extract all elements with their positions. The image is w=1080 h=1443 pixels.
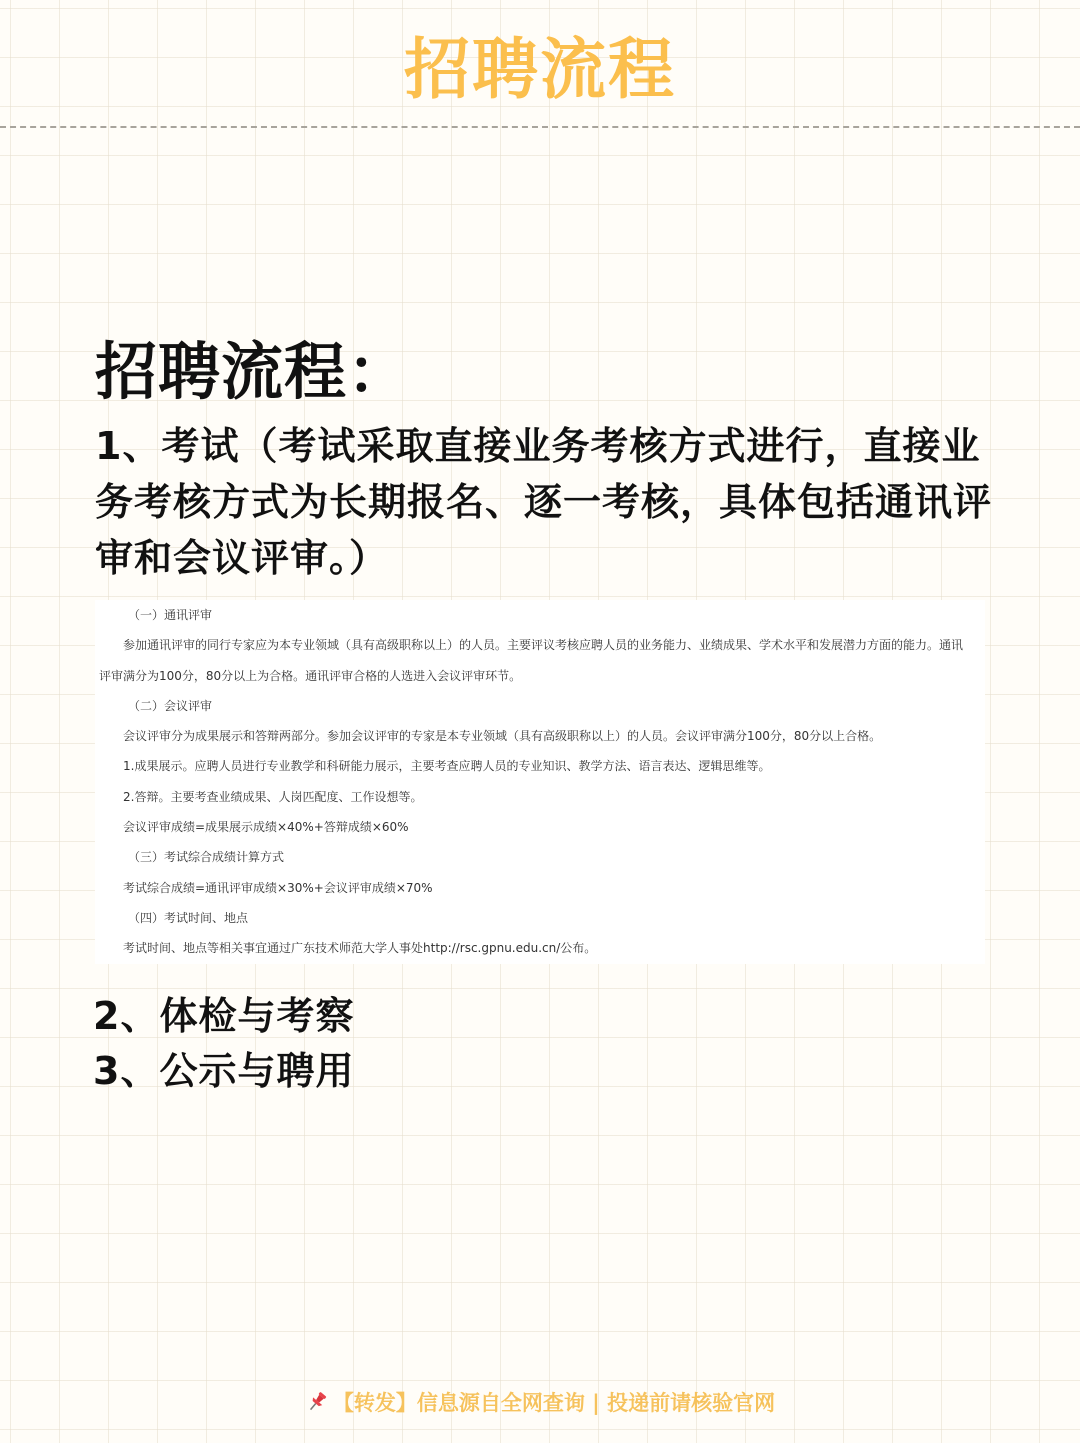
- detail-text: 2.答辩。主要考查业绩成果、人岗匹配度、工作设想等。: [123, 789, 423, 804]
- step-2-physical-exam: 2、体检与考察: [93, 994, 355, 1038]
- exam-details-block: [95, 600, 985, 964]
- pushpin-icon: [305, 1390, 329, 1414]
- detail-formula: 会议评审成绩=成果展示成绩×40%+答辩成绩×60%: [123, 820, 409, 835]
- detail-subtitle-4: （四）考试时间、地点: [128, 910, 249, 925]
- step-1-exam: 1、考试（考试采取直接业务考核方式进行，直接业务考核方式为长期报名、逐一考核，具体包括通讯评审和会议评审。）: [95, 424, 993, 580]
- page-title: 招聘流程: [404, 31, 676, 108]
- detail-subtitle-3: （三）考试综合成绩计算方式: [128, 850, 285, 865]
- detail-text: 1.成果展示。应聘人员进行专业教学和科研能力展示，主要考查应聘人员的专业知识、教学方法、语言表达、逻辑思维等。: [123, 759, 771, 774]
- section-heading: 招聘流程：: [95, 335, 411, 408]
- footer-text: 【转发】信息源自全网查询 | 投递前请核验官网: [332, 1391, 776, 1415]
- detail-text: 参加通讯评审的同行专家应为本专业领域（具有高级职称以上）的人员。主要评议考核应聘人员的业务能力、业绩成果、学术水平和发展潜力方面的能力。通讯: [123, 638, 964, 653]
- footer-notice: [0, 1386, 1080, 1420]
- step-3-announcement: 3、公示与聘用: [93, 1049, 355, 1093]
- detail-text: 考试时间、地点等相关事宜通过广东技术师范大学人事处http://rsc.gpnu.edu.cn/公布。: [123, 941, 597, 956]
- detail-text: 会议评审分为成果展示和答辩两部分。参加会议评审的专家是本专业领域（具有高级职称以上）的人员。会议评审满分100分，80分以上合格。: [123, 729, 882, 744]
- detail-text: 评审满分为100分，80分以上为合格。通讯评审合格的人选进入会议评审环节。: [99, 668, 522, 683]
- detail-formula: 考试综合成绩=通讯评审成绩×30%+会议评审成绩×70%: [123, 880, 433, 895]
- title-divider: [0, 126, 1080, 128]
- detail-subtitle-2: （二）会议评审: [128, 698, 213, 713]
- detail-subtitle-1: （一）通讯评审: [128, 608, 213, 622]
